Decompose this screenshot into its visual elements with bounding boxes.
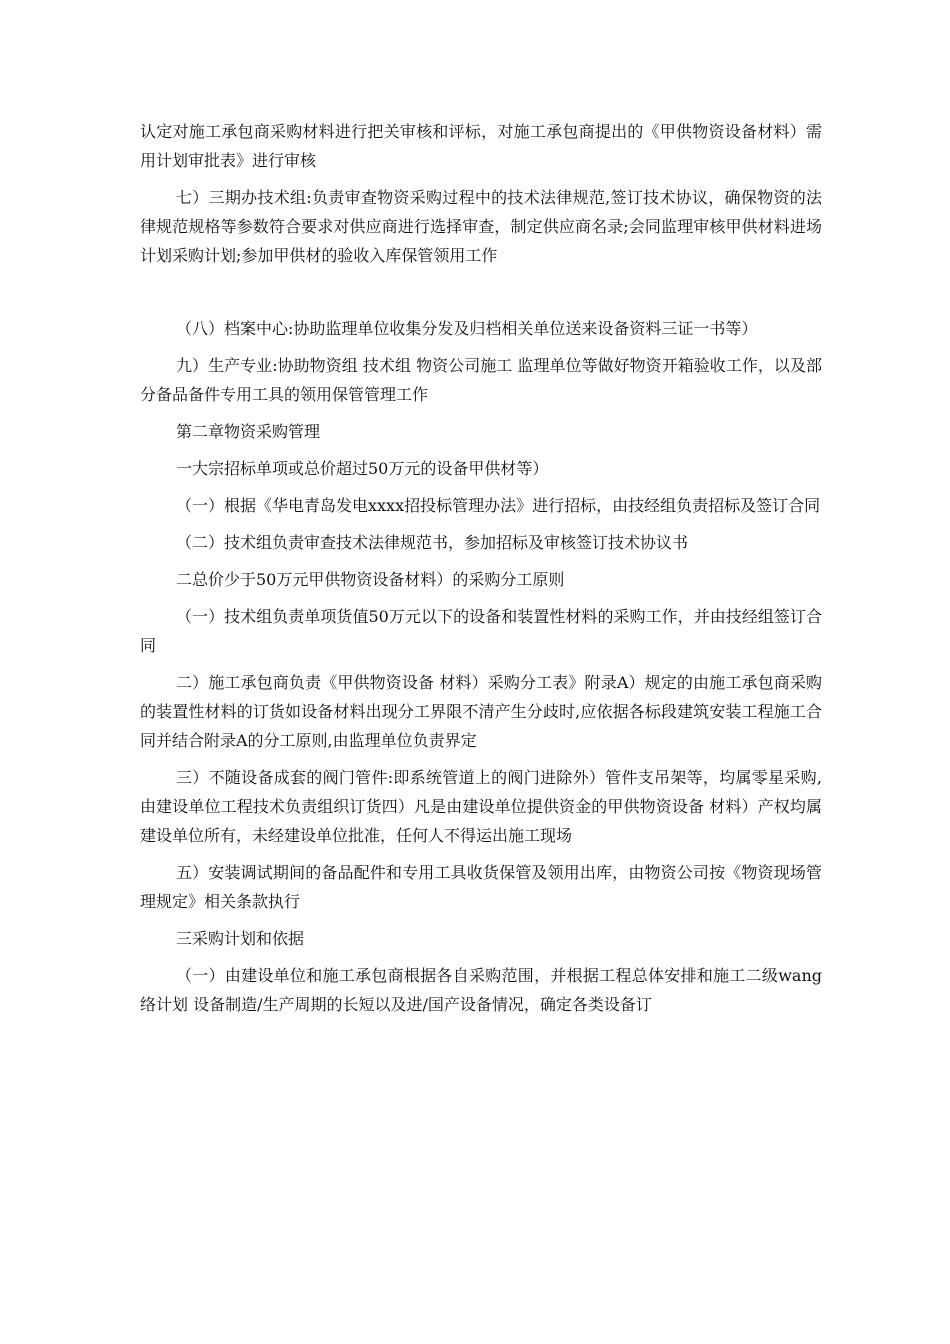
paragraph-2-1: （一）技术组负责单项货值50万元以下的设备和装置性材料的采购工作，并由技经组签订合同 — [140, 607, 822, 655]
chapter-heading: 第二章物资采购管理 — [176, 422, 321, 441]
paragraph-1-1: （一）根据《华电青岛发电xxxx招投标管理办法》进行招标，由技经组负责招标及签订合同 — [176, 496, 821, 515]
section-heading-3: 三采购计划和依据 — [176, 929, 305, 948]
section-heading-2: 二总价少于50万元甲供物资设备材料）的采购分工原则 — [176, 570, 565, 589]
paragraph-item-9: 九）生产专业:协助物资组 技术组 物资公司施工 监理单位等做好物资开箱验收工作，以及部分备品备件专用工具的领用保管管理工作 — [140, 356, 822, 404]
blank-gap — [140, 278, 822, 314]
paragraph-item-8: （八）档案中心:协助监理单位收集分发及归档相关单位送来设备资料三证一书等） — [176, 319, 758, 338]
paragraph-3-1: （一）由建设单位和施工承包商根据各自采购范围，并根据工程总体安排和施工二级wang络计划 设备制造/生产周期的长短以及进/国产设备情况，确定各类设备订 — [140, 966, 822, 1014]
paragraph-2-2: 二）施工承包商负责《甲供物资设备 材料）采购分工表》附录A）规定的由施工承包商采购的装置性材料的订货如设备材料出现分工界限不清产生分歧时,应依据各标段建筑安装工程施工合同并结合附录A的分工原则,由监理单位负责界定 — [140, 673, 822, 750]
paragraph-item-7: 七）三期办技术组:负责审查物资采购过程中的技术法律规范,签订技术协议，确保物资的法律规范规格等参数符合要求对供应商进行选择审查，制定供应商名录;会同监理审核甲供材料进场计划采购计划;参加甲供材的验收入库保管领用工作 — [140, 188, 822, 265]
section-heading-1: 一大宗招标单项或总价超过50万元的设备甲供材等） — [176, 459, 549, 478]
paragraph-1-2: （二）技术组负责审查技术法律规范书，参加招标及审核签订技术协议书 — [176, 533, 689, 552]
paragraph-continuation: 认定对施工承包商采购材料进行把关审核和评标，对施工承包商提出的《甲供物资设备材料）需用计划审批表》进行审核 — [140, 122, 822, 170]
paragraph-2-5: 五）安装调试期间的备品配件和专用工具收货保管及领用出库，由物资公司按《物资现场管理规定》相关条款执行 — [140, 863, 822, 911]
document-body — [140, 117, 822, 1027]
paragraph-2-3: 三）不随设备成套的阀门管件:即系统管道上的阀门进除外）管件支吊架等，均属零星采购,由建设单位工程技术负责组织订货四）凡是由建设单位提供资金的甲供物资设备 材料）产权均属建设单位所有，未经建设单位批准，任何人不得运出施工现场 — [140, 768, 822, 845]
